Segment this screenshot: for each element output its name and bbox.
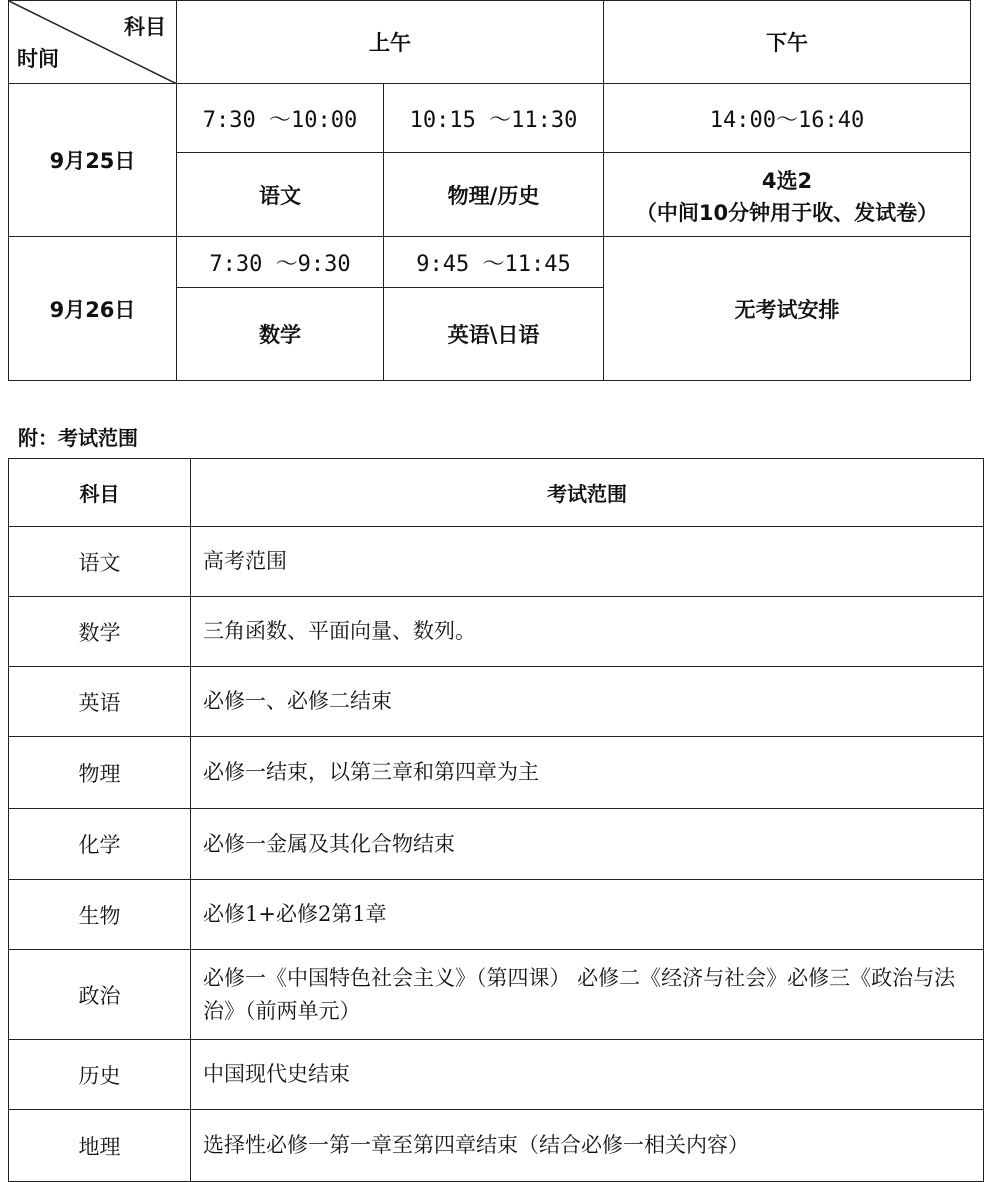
day1-date: 9月25日 <box>9 84 177 237</box>
scope-header-subject: 科目 <box>9 459 191 527</box>
day2-am2-subject: 英语\日语 <box>384 288 604 381</box>
scope-subject: 物理 <box>9 737 191 809</box>
scope-subject: 数学 <box>9 597 191 667</box>
day1-pm-subject-line1: 4选2 <box>761 168 813 193</box>
exam-schedule-table <box>8 0 971 381</box>
day2-am1-subject: 数学 <box>177 288 384 381</box>
day1-time-row <box>9 84 971 153</box>
scope-row <box>9 1040 984 1110</box>
morning-header: 上午 <box>177 1 604 84</box>
scope-text: 必修一金属及其化合物结束 <box>191 809 984 880</box>
schedule-header-row <box>9 1 971 84</box>
scope-text: 三角函数、平面向量、数列。 <box>191 597 984 667</box>
day2-pm-note: 无考试安排 <box>604 237 971 381</box>
corner-cell <box>9 1 177 84</box>
scope-row <box>9 597 984 667</box>
scope-text: 必修1+必修2第1章 <box>191 880 984 950</box>
corner-time-label: 时间 <box>17 47 59 71</box>
scope-header-scope: 考试范围 <box>191 459 984 527</box>
scope-subject: 历史 <box>9 1040 191 1110</box>
scope-row <box>9 737 984 809</box>
exam-scope-table <box>8 458 984 1182</box>
day1-pm-time: 14:00～16:40 <box>604 84 971 153</box>
scope-text: 选择性必修一第一章至第四章结束（结合必修一相关内容） <box>191 1110 984 1182</box>
day1-am2-time: 10:15 ～11:30 <box>384 84 604 153</box>
scope-subject: 政治 <box>9 950 191 1040</box>
day1-pm-subject-line2: （中间10分钟用于收、发试卷） <box>635 200 939 225</box>
scope-subject: 语文 <box>9 527 191 597</box>
scope-row <box>9 809 984 880</box>
day2-time-row <box>9 237 971 288</box>
scope-text: 必修一、必修二结束 <box>191 667 984 737</box>
afternoon-header: 下午 <box>604 1 971 84</box>
scope-row <box>9 950 984 1040</box>
day1-am2-subject: 物理/历史 <box>384 153 604 237</box>
scope-text: 高考范围 <box>191 527 984 597</box>
scope-row <box>9 880 984 950</box>
appendix-heading: 附：考试范围 <box>18 426 138 450</box>
scope-subject: 化学 <box>9 809 191 880</box>
corner-subject-label: 科目 <box>124 15 166 39</box>
scope-text: 必修一结束，以第三章和第四章为主 <box>191 737 984 809</box>
day1-am1-time: 7:30 ～10:00 <box>177 84 384 153</box>
scope-row <box>9 527 984 597</box>
scope-subject: 生物 <box>9 880 191 950</box>
day1-am1-subject: 语文 <box>177 153 384 237</box>
day2-am1-time: 7:30 ～9:30 <box>177 237 384 288</box>
scope-text: 中国现代史结束 <box>191 1040 984 1110</box>
scope-header-row <box>9 459 984 527</box>
scope-row <box>9 667 984 737</box>
scope-subject: 英语 <box>9 667 191 737</box>
scope-subject: 地理 <box>9 1110 191 1182</box>
day2-date: 9月26日 <box>9 237 177 381</box>
scope-text: 必修一《中国特色社会主义》（第四课） 必修二《经济与社会》必修三《政治与法治》（前两单元） <box>191 950 984 1040</box>
day1-pm-subject <box>604 153 971 237</box>
day2-am2-time: 9:45 ～11:45 <box>384 237 604 288</box>
scope-row <box>9 1110 984 1182</box>
